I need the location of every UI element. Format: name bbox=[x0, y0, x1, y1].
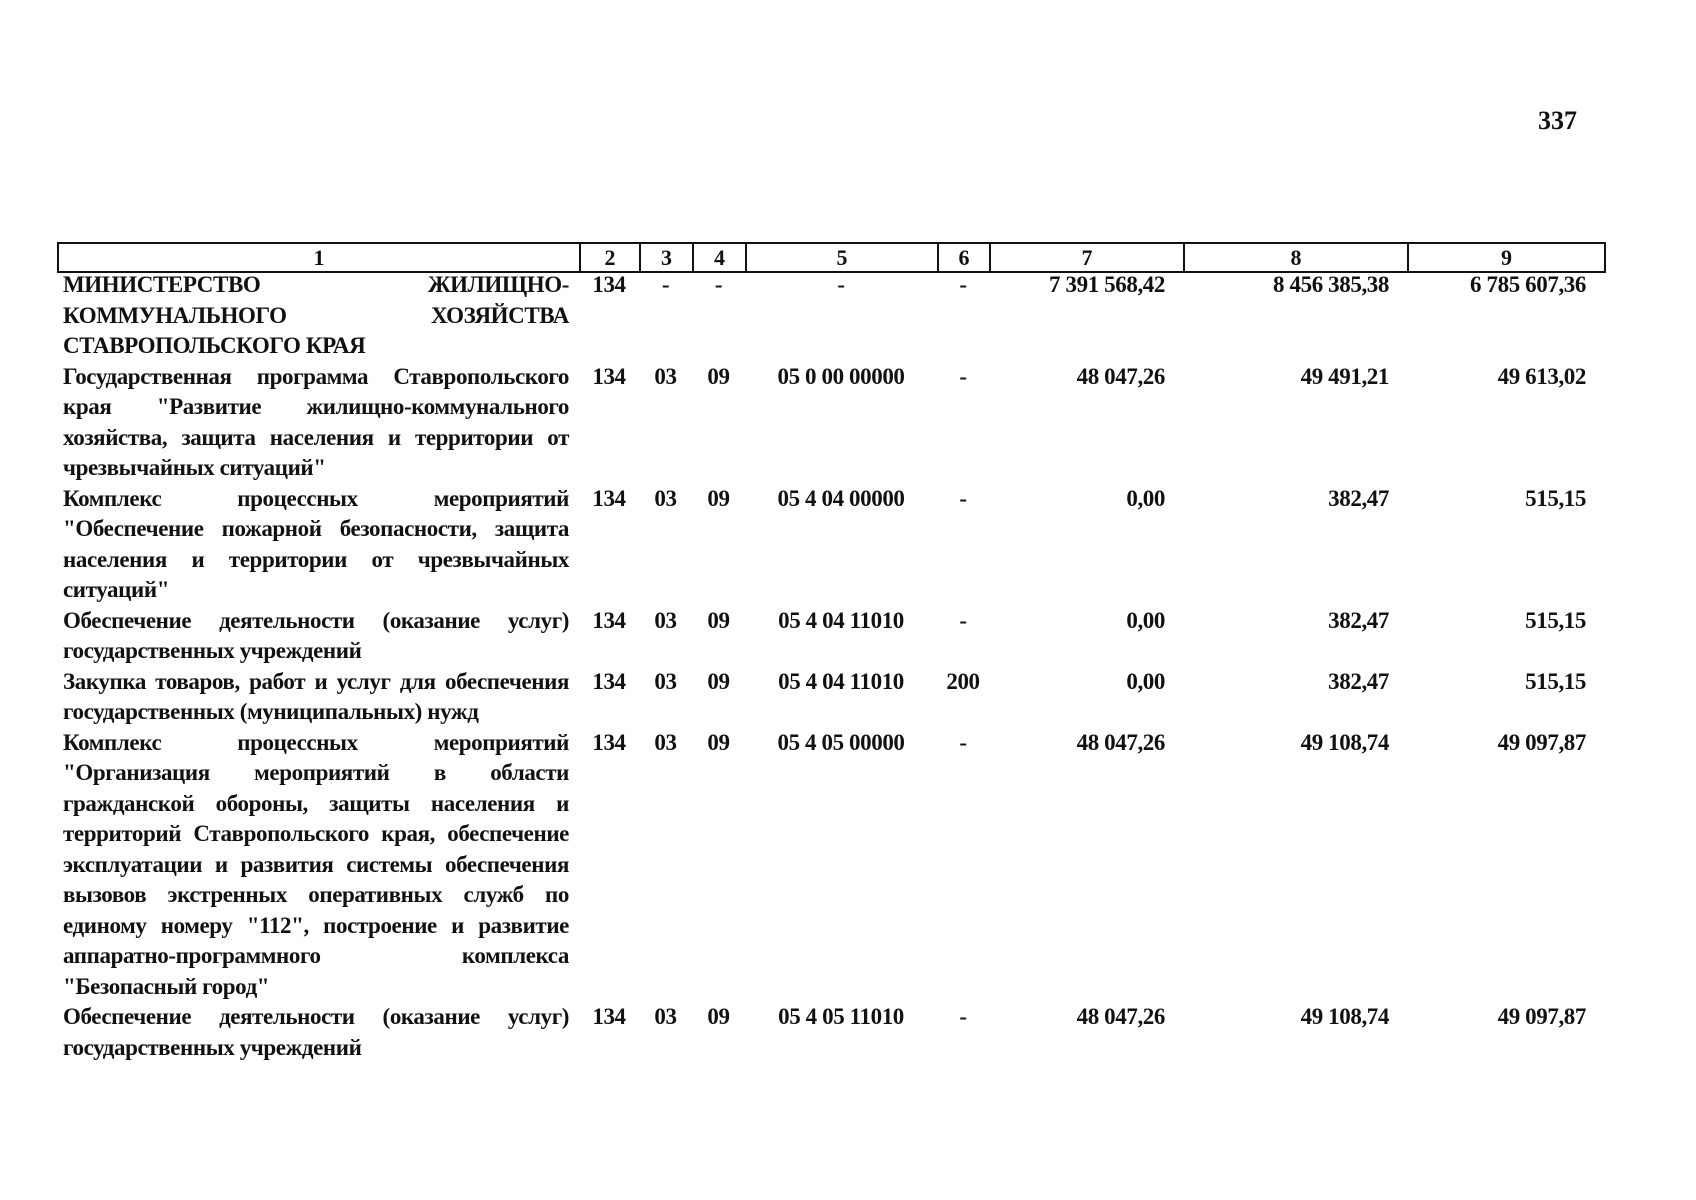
amount-col9-cell: 515,15 bbox=[1525, 485, 1586, 511]
header-col-2: 2 bbox=[580, 243, 640, 272]
code-cell: 134 bbox=[592, 607, 626, 633]
expense-type-cell: 200 bbox=[946, 668, 980, 694]
row-name-cell: Закупка товаров, работ и услуг для обеспечения государственных (муниципальных) нужд bbox=[63, 668, 569, 724]
section-cell: 03 bbox=[654, 729, 677, 755]
expense-type-cell: - bbox=[959, 607, 967, 633]
subsection-cell: - bbox=[714, 272, 723, 297]
section-cell: 03 bbox=[654, 363, 677, 389]
row-name-cell: Комплекс процессных мероприятий "Обеспечение пожарной безопасности, защита населения и территории от чрезвычайных ситуаций" bbox=[63, 485, 569, 602]
target-article-cell: - bbox=[837, 272, 845, 297]
column-number-header bbox=[57, 242, 1606, 273]
row-name-cell: Государственная программа Ставропольского края "Развитие жилищно-коммунального хозяйства, защита населения и территории от чрезвычайных ситуаций" bbox=[63, 363, 569, 480]
target-article-cell: 05 4 04 11010 bbox=[778, 668, 904, 694]
expense-type-cell: - bbox=[959, 363, 967, 389]
target-article-cell: 05 0 00 00000 bbox=[777, 363, 905, 389]
amount-col8-cell: 382,47 bbox=[1328, 485, 1389, 511]
table-row bbox=[57, 362, 1604, 484]
subsection-cell: 09 bbox=[707, 1004, 730, 1029]
code-cell: 134 bbox=[592, 363, 626, 389]
row-name-cell: МИНИСТЕРСТВО ЖИЛИЩНО-КОММУНАЛЬНОГО ХОЗЯЙСТВА СТАВРОПОЛЬСКОГО КРАЯ bbox=[63, 272, 569, 358]
amount-col8-cell: 8 456 385,38 bbox=[1273, 272, 1389, 297]
subsection-cell: 09 bbox=[707, 729, 730, 755]
amount-col8-cell: 49 108,74 bbox=[1300, 1004, 1389, 1029]
subsection-cell: 09 bbox=[707, 607, 730, 633]
subsection-cell: 09 bbox=[707, 363, 730, 389]
table-row bbox=[57, 606, 1604, 667]
row-name-cell: Обеспечение деятельности (оказание услуг) государственных учреждений bbox=[63, 607, 569, 663]
table-row bbox=[57, 1002, 1604, 1063]
section-cell: 03 bbox=[654, 485, 677, 511]
target-article-cell: 05 4 04 11010 bbox=[778, 607, 904, 633]
expense-type-cell: - bbox=[959, 1004, 967, 1029]
amount-col7-cell: 0,00 bbox=[1126, 485, 1165, 511]
amount-col7-cell: 48 047,26 bbox=[1076, 729, 1165, 755]
table-row bbox=[57, 667, 1604, 728]
amount-col8-cell: 49 491,21 bbox=[1300, 363, 1389, 389]
target-article-cell: 05 4 05 11010 bbox=[778, 1004, 904, 1029]
page-number: 337 bbox=[1538, 106, 1577, 135]
amount-col8-cell: 382,47 bbox=[1328, 668, 1389, 694]
amount-col7-cell: 48 047,26 bbox=[1076, 1004, 1165, 1029]
expense-type-cell: - bbox=[959, 485, 967, 511]
amount-col9-cell: 49 613,02 bbox=[1497, 363, 1586, 389]
section-cell: 03 bbox=[654, 668, 677, 694]
row-name-cell: Обеспечение деятельности (оказание услуг) государственных учреждений bbox=[63, 1004, 569, 1060]
expense-type-cell: - bbox=[959, 729, 967, 755]
amount-col9-cell: 6 785 607,36 bbox=[1470, 272, 1586, 297]
target-article-cell: 05 4 05 00000 bbox=[777, 729, 905, 755]
header-col-5: 5 bbox=[746, 243, 938, 272]
amount-col9-cell: 49 097,87 bbox=[1497, 729, 1586, 755]
section-cell: 03 bbox=[654, 1004, 677, 1029]
subsection-cell: 09 bbox=[707, 668, 730, 694]
table-row bbox=[57, 484, 1604, 606]
amount-col7-cell: 0,00 bbox=[1126, 607, 1165, 633]
code-cell: 134 bbox=[592, 729, 626, 755]
amount-col9-cell: 515,15 bbox=[1525, 668, 1586, 694]
section-cell: - bbox=[661, 272, 670, 297]
amount-col9-cell: 515,15 bbox=[1525, 607, 1586, 633]
expense-type-cell: - bbox=[959, 272, 967, 297]
amount-col7-cell: 48 047,26 bbox=[1076, 363, 1165, 389]
table-row bbox=[57, 270, 1604, 362]
code-cell: 134 bbox=[592, 272, 626, 297]
table-row bbox=[57, 728, 1604, 1003]
subsection-cell: 09 bbox=[707, 485, 730, 511]
budget-table bbox=[57, 270, 1604, 1063]
amount-col8-cell: 382,47 bbox=[1328, 607, 1389, 633]
header-col-9: 9 bbox=[1408, 243, 1605, 272]
amount-col7-cell: 7 391 568,42 bbox=[1049, 272, 1165, 297]
header-col-6: 6 bbox=[938, 243, 990, 272]
header-col-1: 1 bbox=[58, 243, 580, 272]
code-cell: 134 bbox=[592, 485, 626, 511]
amount-col9-cell: 49 097,87 bbox=[1497, 1004, 1586, 1029]
section-cell: 03 bbox=[654, 607, 677, 633]
header-col-7: 7 bbox=[990, 243, 1184, 272]
header-col-8: 8 bbox=[1184, 243, 1408, 272]
target-article-cell: 05 4 04 00000 bbox=[777, 485, 905, 511]
header-col-3: 3 bbox=[640, 243, 693, 272]
code-cell: 134 bbox=[592, 668, 626, 694]
amount-col8-cell: 49 108,74 bbox=[1300, 729, 1389, 755]
header-col-4: 4 bbox=[693, 243, 746, 272]
row-name-cell: Комплекс процессных мероприятий "Организация мероприятий в области гражданской обороны, защиты населения и территорий Ставропольского края, обеспечение эксплуатации и развития системы обеспечения вызовов экстренных оперативных служб по единому номеру "112", построение и развитие аппаратно-программного комплекса "Безопасный город" bbox=[63, 729, 569, 999]
amount-col7-cell: 0,00 bbox=[1126, 668, 1165, 694]
code-cell: 134 bbox=[592, 1004, 626, 1029]
